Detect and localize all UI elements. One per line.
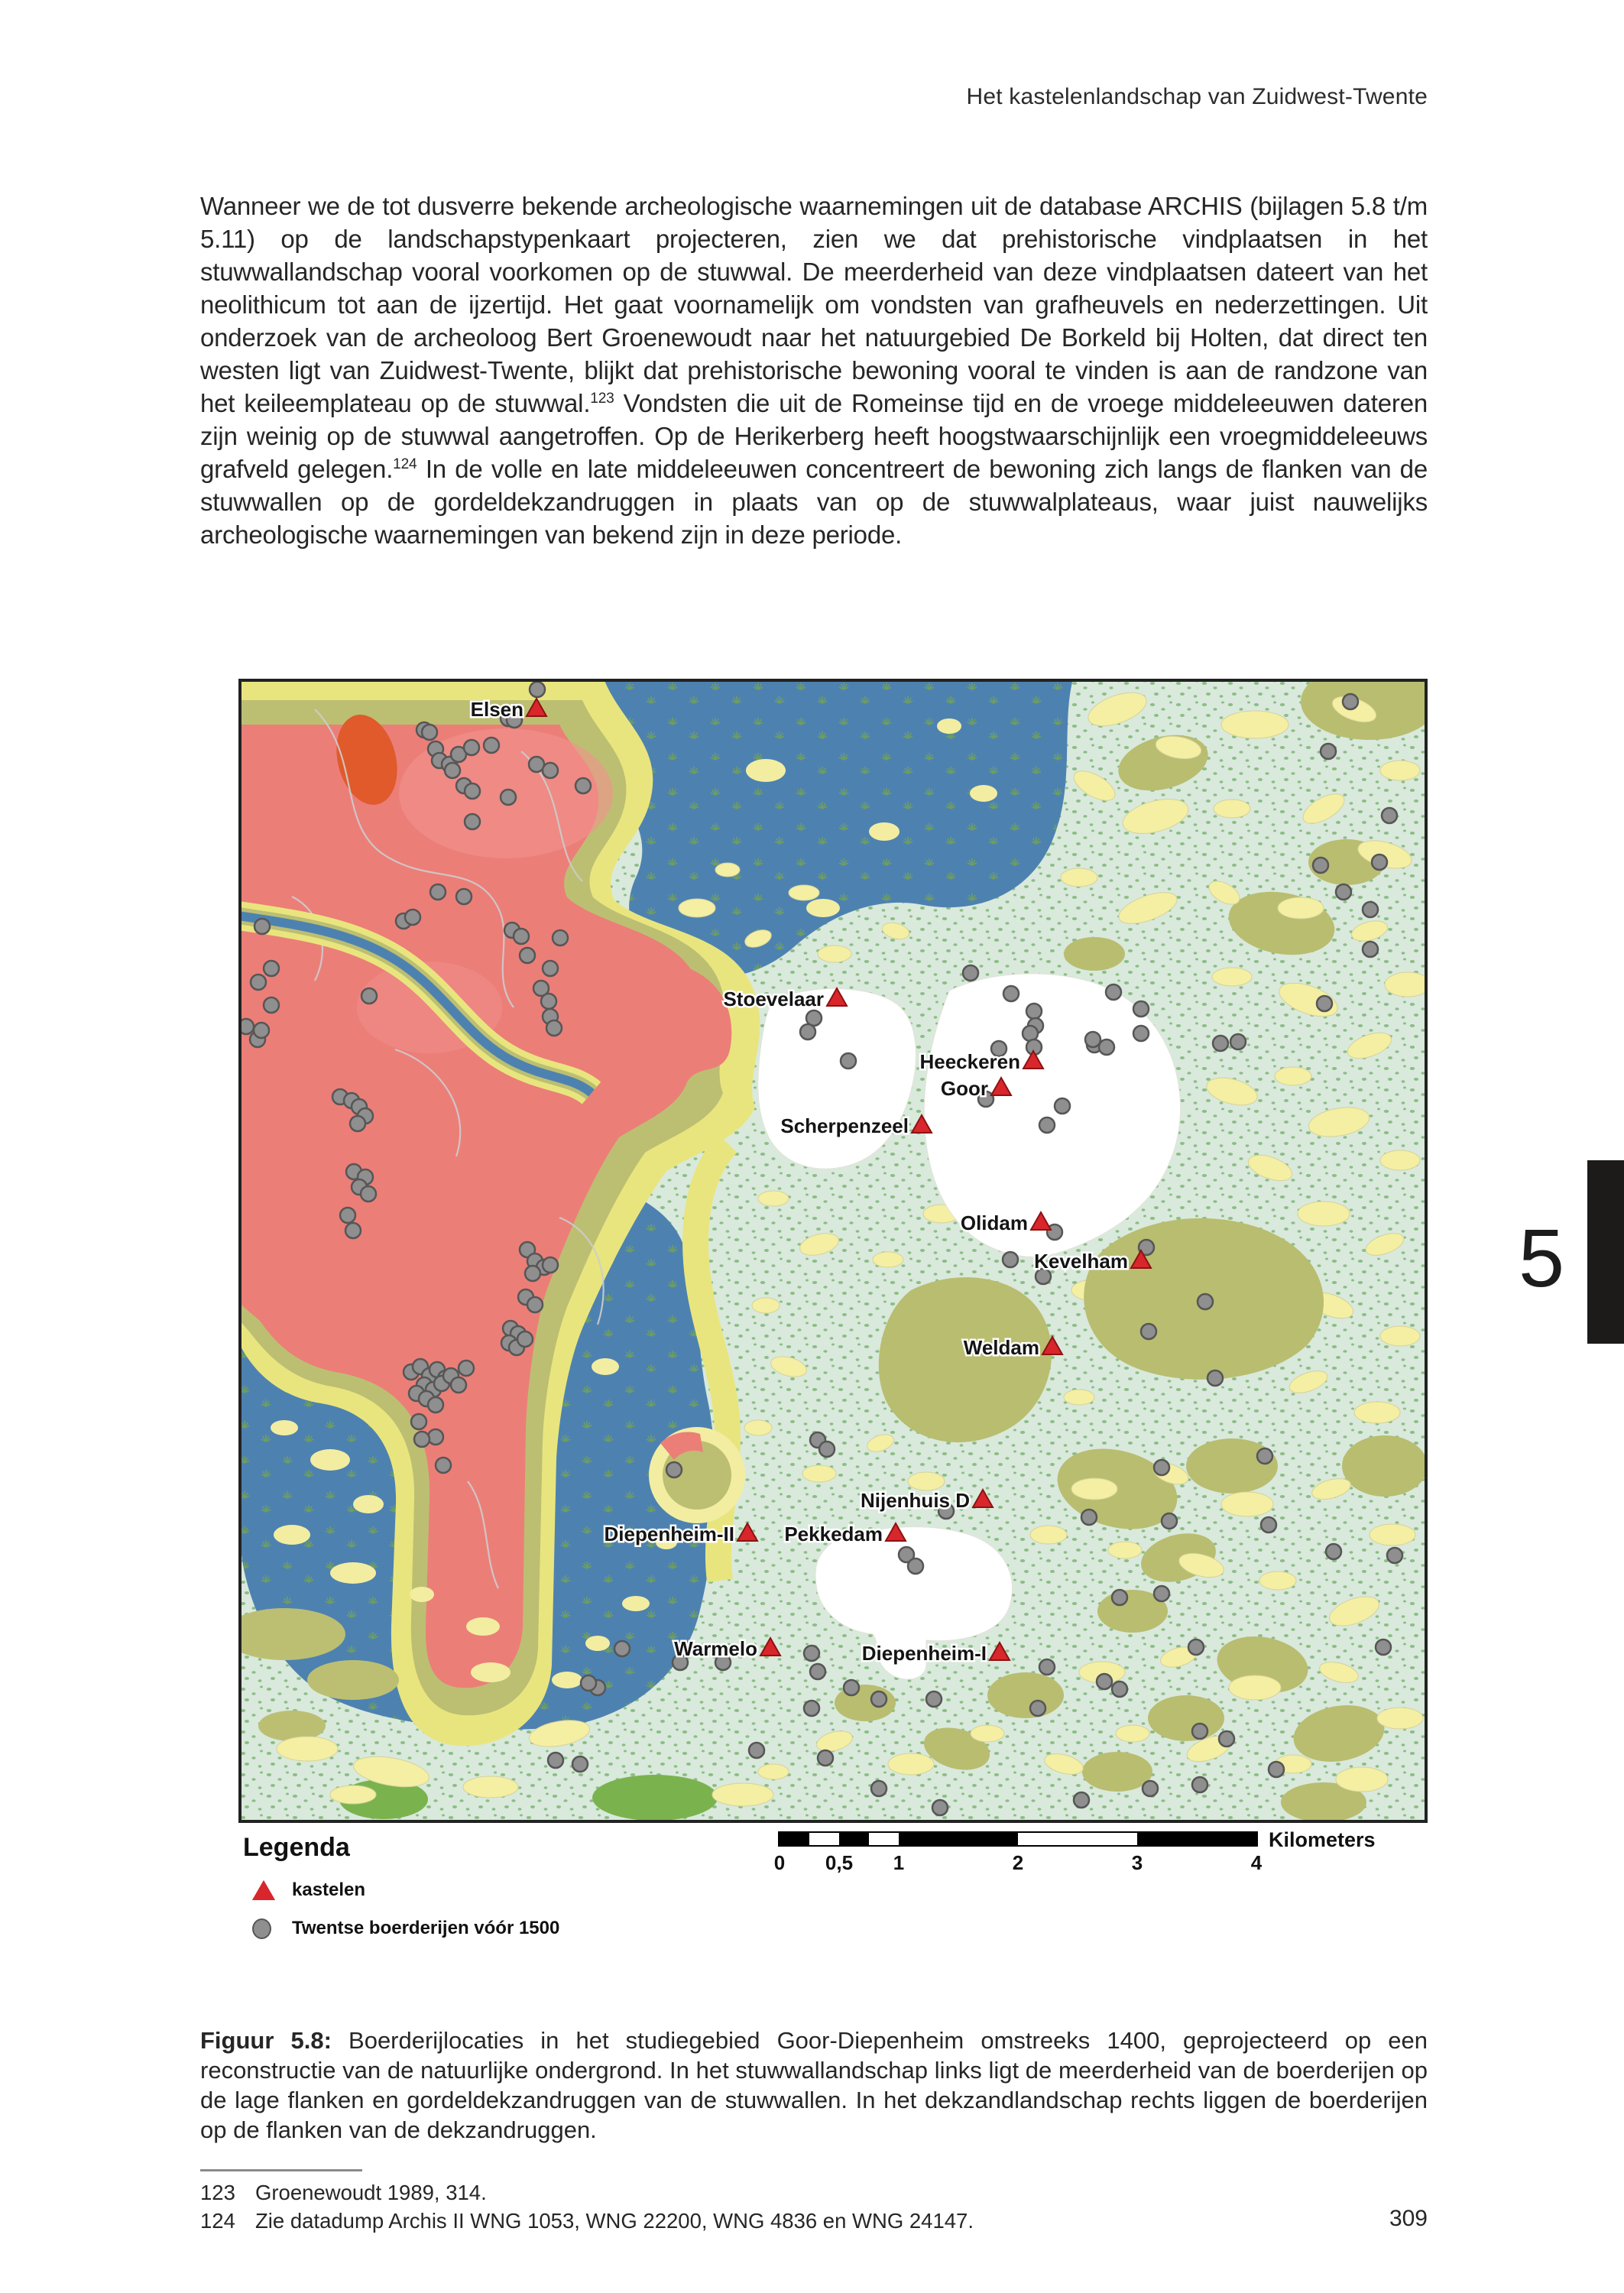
farm-dot	[908, 1558, 923, 1574]
scalebar-segment	[899, 1833, 1018, 1845]
scalebar-segment	[780, 1833, 809, 1845]
farm-dot	[451, 1377, 466, 1393]
farm-dot	[1141, 1324, 1156, 1339]
farm-dot	[1269, 1762, 1284, 1777]
farm-dot	[517, 1331, 533, 1347]
farm-circle-icon	[252, 1918, 292, 1939]
footnote-rule	[200, 2169, 362, 2171]
castle-label: Pekkedam	[784, 1523, 883, 1545]
farm-dot	[548, 1753, 563, 1768]
farm-dot	[501, 790, 516, 805]
farm-dot	[361, 1186, 376, 1202]
scalebar-unit-label: Kilometers	[1269, 1828, 1376, 1851]
farm-dot	[1099, 1039, 1114, 1055]
farm-dot	[456, 889, 472, 904]
farm-dot	[465, 783, 480, 799]
castle-label: Diepenheim-II	[604, 1523, 734, 1545]
farm-dot	[436, 1458, 451, 1473]
farm-dot	[520, 948, 535, 963]
farm-dot	[1213, 1036, 1228, 1051]
footnote-ref: 123	[590, 391, 614, 407]
footnote	[200, 2207, 1428, 2235]
scalebar	[773, 1828, 1389, 1877]
farm-dot	[1162, 1513, 1177, 1529]
farm-dot	[844, 1680, 859, 1695]
body-paragraph: Wanneer we de tot dusverre bekende archeologische waarnemingen uit de database ARCHIS (bijlagen 5.8 t/m 5.11) op de landschapstypenkaart projecteren, zien we dat prehistorische vindplaatsen in het stuwwallandschap vooral voorkomen op de stuwwal. De meerderheid van deze vindplaatsen dateert van het neolithicum tot aan de ijzertijd. Het gaat voornamelijk om vondsten van grafheuvels en nederzettingen. Uit onderzoek van de archeoloog Bert Groenewoudt naar het natuurgebied De Borkeld bij Holten, dat direct ten westen ligt van Zuidwest-Twente, blijkt dat prehistorische bewoning vooral te vinden is aan de randzone van het keileemplateau op de stuwwal.$^{123}$ Vondsten die uit de Romeinse tijd en de vroege middeleeuwen dateren zijn weinig op de stuwwal aangetroffen. Op de Herikerberg heeft hoogstwaarschijnlijk een vroegmiddeleeuws grafveld gelegen.$^{124}$ In de volle en late middeleeuwen concentreert de bewoning zich langs de flanken van de stuwwallen op de gordeldekzandruggen in plaats van op de stuwwalplateaus, waar juist nauwelijks archeologische waarnemingen van bekend zijn in deze periode.	[200, 192, 1428, 549]
figure-caption-text: Boerderijlocaties in het studiegebied Goor-Diepenheim omstreeks 1400, geprojecteerd op een reconstructie van de natuurlijke ondergrond. In het stuwwallandschap links ligt de meerderheid van de boerderijen op de lage flanken en gordeldekzandruggen van de stuwwallen. In het dekzandlandschap rechts liggen de boerderijen op de flanken van de dekzandruggen.	[200, 2027, 1428, 2143]
farm-dot	[1198, 1294, 1213, 1309]
footnote	[200, 2178, 1428, 2207]
farm-dot	[1030, 1701, 1045, 1716]
farm-dot	[1074, 1792, 1089, 1808]
farm-dot	[1192, 1724, 1207, 1739]
farm-dot	[1154, 1460, 1169, 1475]
chapter-tab-bar	[1587, 1160, 1624, 1344]
farm-dot	[1336, 884, 1351, 900]
farm-dot	[1003, 1252, 1018, 1267]
farm-dot	[414, 1432, 430, 1447]
farm-dot	[445, 763, 460, 778]
scalebar-segment	[839, 1833, 869, 1845]
running-header: Het kastelenlandschap van Zuidwest-Twente	[966, 84, 1428, 109]
farm-dot	[932, 1800, 948, 1815]
figure-map	[238, 679, 1428, 1823]
farm-dot	[1387, 1548, 1402, 1563]
farm-dot	[1343, 694, 1358, 709]
figure-caption	[200, 2025, 1428, 2145]
farm-dot	[1133, 1026, 1149, 1041]
farm-dot	[666, 1462, 682, 1477]
scalebar-segment	[1018, 1833, 1137, 1845]
farm-dot	[527, 1297, 543, 1312]
farm-dot	[819, 1442, 835, 1457]
legend-item-label: Twentse boerderijen vóór 1500	[292, 1918, 560, 1938]
farm-dot	[430, 884, 446, 900]
farm-dot	[800, 1024, 815, 1039]
farm-dot	[530, 682, 545, 697]
farm-dot	[1321, 744, 1336, 759]
castle-label: Kevelham	[1034, 1250, 1128, 1273]
farm-dot	[1261, 1517, 1276, 1532]
chapter-tab-number: 5	[1518, 1211, 1565, 1304]
farm-dot	[1372, 855, 1387, 870]
farm-dot	[1026, 1004, 1042, 1019]
farm-dot	[514, 929, 529, 944]
farm-dot	[871, 1691, 887, 1707]
footnote-number: 123	[200, 2181, 235, 2204]
farm-dot	[459, 1361, 474, 1376]
scalebar-tick-label: 3	[1131, 1851, 1143, 1874]
scalebar-bar	[778, 1831, 1258, 1847]
scalebar-segment	[869, 1833, 899, 1845]
farm-dot	[1039, 1117, 1055, 1133]
farm-dot	[749, 1743, 764, 1758]
farm-dot	[465, 814, 480, 829]
farm-dot	[1055, 1098, 1070, 1114]
farm-dot	[1376, 1639, 1391, 1655]
farm-dot	[1219, 1731, 1234, 1747]
farm-dot	[1317, 996, 1332, 1011]
farm-dot	[546, 1020, 562, 1036]
footnote-ref: 124	[393, 456, 417, 472]
farm-dot	[543, 1257, 558, 1273]
farm-dot	[543, 961, 558, 976]
farm-dot	[810, 1664, 825, 1679]
castle-marker-diepenheim-ii	[605, 1523, 757, 1545]
legend-items	[252, 1871, 559, 1948]
scalebar-tick-label: 4	[1250, 1851, 1263, 1874]
castle-label: Stoevelaar	[723, 988, 824, 1010]
farm-dot	[1133, 1001, 1149, 1017]
farm-dot	[1143, 1781, 1158, 1796]
scalebar-segment	[809, 1833, 839, 1845]
castle-label: Heeckeren	[919, 1050, 1020, 1073]
scalebar-tick-label: 0	[773, 1851, 786, 1874]
farm-dot	[1363, 902, 1378, 917]
farm-dot	[572, 1756, 588, 1772]
castle-label: Warmelo	[674, 1637, 757, 1660]
farm-dot	[926, 1691, 942, 1707]
farm-dot	[254, 919, 270, 934]
farm-dot	[1112, 1590, 1127, 1605]
farm-dot	[340, 1208, 355, 1223]
scalebar-tick-label: 0,5	[825, 1851, 854, 1874]
footnote-number: 124	[200, 2209, 235, 2233]
farm-dot	[804, 1646, 819, 1661]
farm-dot	[1313, 858, 1328, 873]
farm-dot	[581, 1675, 596, 1691]
farm-dot	[361, 988, 377, 1004]
footnotes	[200, 2178, 1428, 2235]
page-number: 309	[1389, 2206, 1428, 2231]
castle-label: Goor	[940, 1077, 988, 1100]
scalebar-tick-label: 1	[893, 1851, 905, 1874]
castle-label: Scherpenzeel	[780, 1114, 909, 1137]
farm-dot	[1257, 1448, 1272, 1464]
castle-label: Elsen	[470, 698, 524, 721]
farm-dot	[614, 1641, 630, 1656]
farm-dot	[1085, 1032, 1100, 1047]
farm-dot	[428, 1397, 443, 1412]
castle-triangle-icon	[252, 1880, 292, 1900]
castle-label: Weldam	[963, 1336, 1039, 1359]
farm-dot	[428, 1429, 443, 1445]
scalebar-segment	[1137, 1833, 1256, 1845]
farm-dot	[1192, 1777, 1207, 1792]
farm-dot	[350, 1116, 365, 1131]
farm-dot	[422, 725, 437, 740]
farm-dot	[405, 910, 420, 925]
farm-dot	[464, 740, 479, 755]
farm-dot	[1003, 986, 1019, 1001]
farm-dot	[411, 1414, 426, 1429]
castle-label: Nijenhuis D	[860, 1489, 970, 1512]
figure-caption-label: Figuur 5.8:	[200, 2027, 332, 2054]
farm-dot	[1363, 942, 1378, 957]
scalebar-tick-label: 2	[1012, 1851, 1024, 1874]
farm-dot	[254, 1023, 269, 1038]
legend-item-label: kastelen	[292, 1879, 366, 1900]
farm-dot	[1188, 1639, 1204, 1655]
farm-dot	[543, 763, 558, 778]
farm-dot	[264, 961, 279, 976]
legend-title: Legenda	[243, 1833, 350, 1862]
farm-dot	[541, 994, 556, 1009]
footnote-text: Zie datadump Archis II WNG 1053, WNG 22200, WNG 4836 en WNG 24147.	[255, 2209, 974, 2233]
farm-dot	[818, 1750, 833, 1766]
farm-dot	[841, 1053, 856, 1069]
farm-dot	[345, 1223, 361, 1238]
meadow-green-2	[592, 1775, 718, 1821]
farm-dot	[1106, 984, 1121, 1000]
map-svg	[238, 679, 1428, 1823]
legend-item	[252, 1909, 559, 1948]
farm-dot	[525, 1266, 540, 1281]
legend-item	[252, 1871, 559, 1909]
farm-dot	[251, 975, 266, 990]
castle-label: Olidam	[960, 1211, 1028, 1234]
farm-dot	[804, 1701, 819, 1716]
farm-dot	[264, 997, 279, 1013]
farm-dot	[575, 778, 591, 793]
farm-dot	[1097, 1674, 1112, 1689]
farm-dot	[1154, 1586, 1169, 1601]
castle-label: Diepenheim-I	[861, 1642, 987, 1665]
farm-dot	[1326, 1544, 1341, 1559]
footnote-text: Groenewoudt 1989, 314.	[255, 2181, 487, 2204]
map-terrain	[238, 679, 1428, 1823]
farm-dot	[1207, 1370, 1223, 1386]
farm-dot	[1112, 1682, 1127, 1697]
farm-dot	[1382, 808, 1397, 823]
farm-dot	[1230, 1034, 1246, 1049]
farm-dot	[871, 1781, 887, 1796]
farm-dot	[484, 738, 499, 753]
farm-dot	[1081, 1510, 1097, 1525]
farm-dot	[553, 930, 568, 945]
farm-dot	[1039, 1659, 1055, 1675]
farm-dot	[963, 965, 978, 981]
